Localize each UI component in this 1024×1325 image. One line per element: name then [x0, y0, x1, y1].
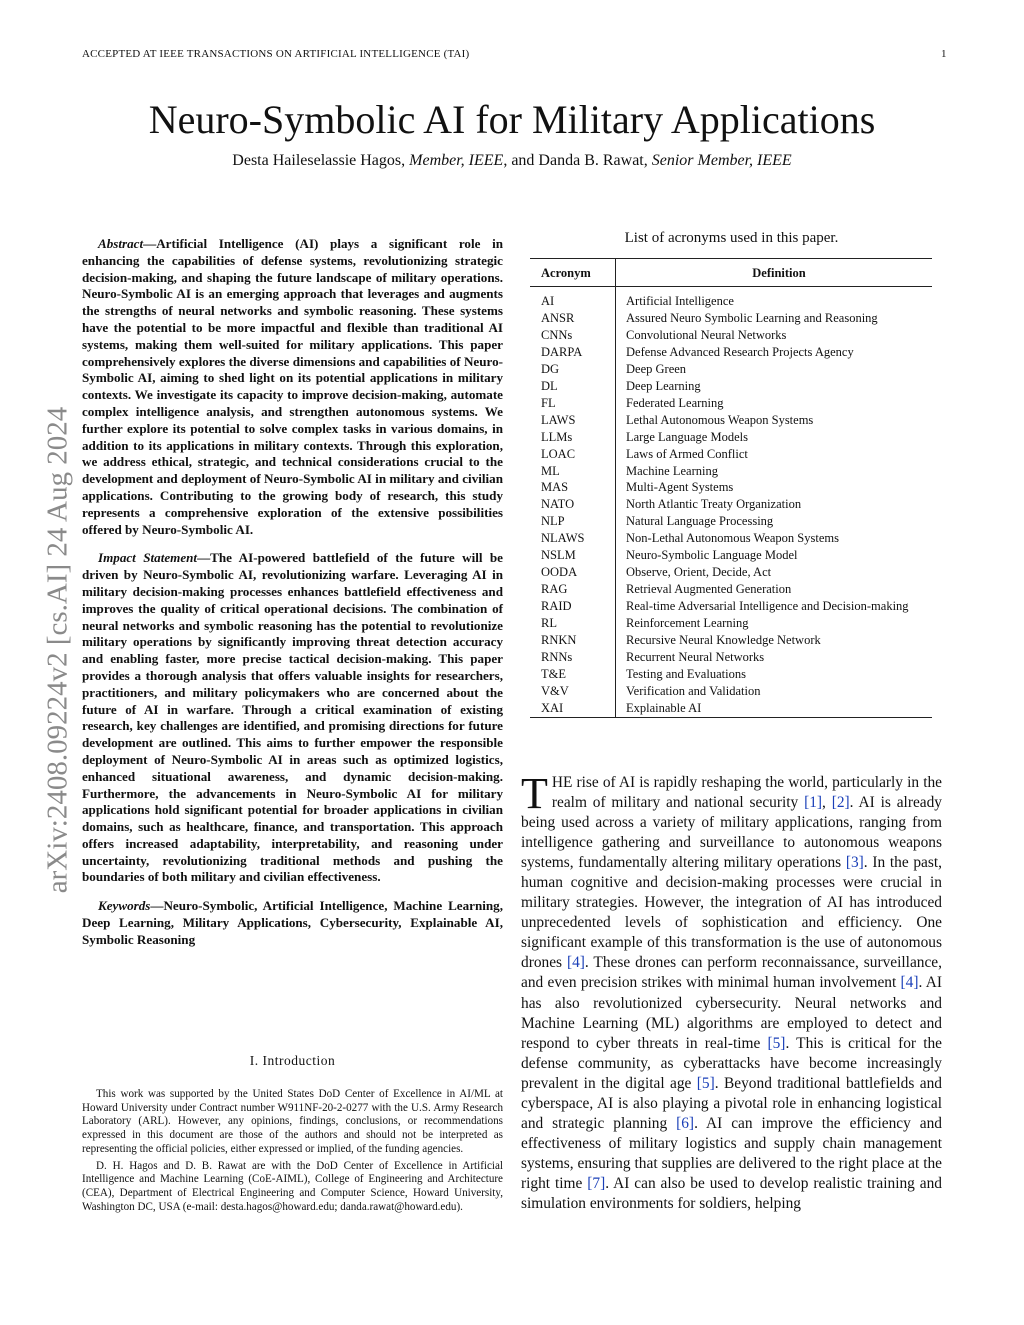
acronym-cell: LLMs	[530, 429, 616, 446]
definition-cell: Deep Green	[626, 361, 687, 376]
table-row	[530, 649, 932, 666]
definition-cell: Multi-Agent Systems	[626, 480, 734, 495]
acronym-cell: NATO	[530, 496, 616, 513]
definition-cell: Machine Learning	[626, 463, 718, 478]
acronym-cell: RNNs	[530, 649, 616, 666]
table-row	[530, 700, 932, 717]
definition-cell: Federated Learning	[626, 395, 724, 410]
definition-cell: Artificial Intelligence	[626, 294, 734, 308]
header-definition: Definition	[752, 266, 806, 280]
acronym-cell: DARPA	[530, 344, 616, 361]
citation-link[interactable]: [5]	[696, 1074, 715, 1092]
definition-cell: Testing and Evaluations	[626, 666, 746, 681]
table-row	[530, 530, 932, 547]
table-row	[530, 479, 932, 496]
impact-text: —The AI-powered battlefield of the future will be driven by Neuro-Symbolic AI, revolutionizing warfare. Leveraging AI in military decision-making processes enhances battlefield effectiveness and improves the quality of critical operational decisions. The combination of neural networks and symbolic reasoning has the potential to revolutionize military operations by significantly improving threat detection accuracy and enabling faster, more precise tactical decision-making. This paper provides a thorough analysis that offers valuable insights for researchers, practitioners, and military policymakers who are concerned about the future of AI in warfare. Through a critical examination of existing research, key challenges are identified, and promising directions for future development are outlined. This aims to further empower the responsible deployment of Neuro-Symbolic AI in areas such as optimized logistics, enhanced situational awareness, and dynamic decision-making. Furthermore, the advancements in Neuro-Symbolic AI for military applications hold significant potential for broader applications in civilian domains, such as healthcare, finance, and transportation. This approach offers increased adaptability, interpretability, and reasoning under uncertainty, revolutionizing traditional methods and pushing the boundaries of both military and civilian effectiveness.	[82, 550, 503, 885]
acronym-cell: NLAWS	[530, 530, 616, 547]
acronym-cell: LOAC	[530, 446, 616, 463]
keywords	[82, 898, 503, 948]
arxiv-sidebar	[14, 350, 74, 950]
abstract-text: —Artificial Intelligence (AI) plays a significant role in enhancing the capabilities of defense systems, revolutionizing strategic decision-making, and shaping the future landscape of military operations. Neuro-Symbolic AI is an emerging approach that leverages and augments the strengths of neural networks and symbolic reasoning. These systems have the potential to be more impactful and flexible than traditional AI systems, making them well-suited for military applications. This paper comprehensively explores the diverse dimensions and capabilities of Neuro-Symbolic AI, aiming to shed light on its potential applications in military contexts. We investigate its capacity to improve decision-making, automate complex intelligence analysis, and strengthen autonomous systems. We further explore its potential to solve complex tasks in various domains, in addition to its applications in military contexts. Through this exploration, we address ethical, strategic, and technical considerations crucial to the development and deployment of Neuro-Symbolic AI in military and civilian applications. Contributing to the growing body of research, this study represents a comprehensive exploration of the extensive possibilities offered by Neuro-Symbolic AI.	[82, 236, 503, 537]
acronym-table	[530, 258, 932, 718]
acronym-cell: MAS	[530, 479, 616, 496]
table-row	[530, 344, 932, 361]
table-row	[530, 429, 932, 446]
citation-link[interactable]: [3]	[845, 854, 864, 872]
table-row	[530, 361, 932, 378]
definition-cell: Recurrent Neural Networks	[626, 650, 765, 665]
section-heading: I. Introduction	[249, 1053, 336, 1068]
acronym-cell: FL	[530, 395, 616, 412]
footnote-funding: This work was supported by the United States DoD Center of Excellence in AI/ML at Howard University under Contract number W911NF-20-2-0277 with the U.S. Army Research Laboratory (ARL). However, any opinions, findings, conclusions, or recommendations expressed in this document are those of the authors and should not be interpreted as representing the official policies, either expressed or implied, of the funding agencies.	[82, 1088, 503, 1155]
footnote-affiliation: D. H. Hagos and D. B. Rawat are with the DoD Center of Excellence in Artificial Intelligence and Machine Learning (CoE-AIML), College of Engineering and Architecture (CEA), Department of Electrical Engineering and Computer Science, Howard University, Washington DC, USA (e-mail: desta.hagos@howard.edu; danda.rawat@howard.edu).	[82, 1159, 503, 1213]
acronym-cell: CNNs	[530, 327, 616, 344]
acronym-cell: AI	[530, 293, 616, 310]
author-2-role: Senior Member, IEEE	[651, 152, 792, 169]
author-1: Desta Haileselassie Hagos,	[232, 152, 406, 169]
table-row	[530, 412, 932, 429]
paper-title: Neuro-Symbolic AI for Military Applications	[148, 97, 876, 142]
definition-cell: Convolutional Neural Networks	[626, 327, 787, 342]
left-column	[82, 236, 503, 961]
table-row	[530, 581, 932, 598]
table-row	[530, 547, 932, 564]
table-row	[530, 564, 932, 581]
acronym-cell: T&E	[530, 666, 616, 683]
definition-cell: Verification and Validation	[626, 683, 761, 698]
abstract-label: Abstract	[98, 236, 144, 251]
table-row	[530, 513, 932, 530]
table-row	[530, 395, 932, 412]
running-header: ACCEPTED AT IEEE TRANSACTIONS ON ARTIFICIAL INTELLIGENCE (TAI)	[82, 48, 470, 60]
acronym-cell: RAG	[530, 581, 616, 598]
acronym-cell: OODA	[530, 564, 616, 581]
keywords-text: —Neuro-Symbolic, Artificial Intelligence, Machine Learning, Deep Learning, Military Applications, Cybersecurity, Explainable AI, Symbolic Reasoning	[82, 898, 503, 947]
impact-statement	[82, 550, 503, 886]
table-row	[530, 463, 932, 480]
table-row	[530, 666, 932, 683]
acronym-cell: XAI	[530, 700, 616, 717]
table-row	[530, 293, 932, 310]
acronym-cell: RL	[530, 615, 616, 632]
header-acronym: Acronym	[530, 259, 616, 287]
definition-cell: Large Language Models	[626, 429, 748, 444]
intro-text-segment: HE rise of AI is rapidly reshaping the world, particularly in the realm of military and national security	[551, 774, 942, 812]
definition-cell: Natural Language Processing	[626, 514, 774, 529]
acronym-cell: ANSR	[530, 310, 616, 327]
table-row	[530, 598, 932, 615]
definition-cell: North Atlantic Treaty Organization	[626, 497, 802, 512]
definition-cell: Recursive Neural Knowledge Network	[626, 633, 821, 648]
author-2: , and Danda B. Rawat,	[503, 152, 648, 169]
abstract	[82, 236, 503, 538]
citation-link[interactable]: [6]	[676, 1114, 695, 1132]
definition-cell: Observe, Orient, Decide, Act	[626, 565, 772, 580]
table-row	[530, 496, 932, 513]
intro-text-segment: . AI is already being used across a variety of military applications, ranging from intelligence gathering and surveillance to autonomous weapons systems, fundamentally altering military operations	[521, 794, 942, 872]
citation-link[interactable]: [1]	[804, 794, 823, 812]
authors-line	[0, 152, 1024, 170]
acronym-cell: NSLM	[530, 547, 616, 564]
table-row	[530, 327, 932, 344]
page-number: 1	[941, 48, 947, 60]
intro-text-segment: . This is critical for the defense community, as cyberattacks have become increasingly prevalent in the digital age	[521, 1034, 942, 1092]
citation-link[interactable]: [5]	[767, 1034, 786, 1052]
table-row	[530, 446, 932, 463]
citation-link[interactable]: [4]	[900, 974, 919, 992]
impact-label: Impact Statement	[98, 550, 198, 566]
intro-text-segment: . AI can improve the efficiency and effectiveness of military logistics and supply chain management systems, ensuring that supplies are delivered to the right place at the right time	[521, 1114, 942, 1192]
acronym-cell: RAID	[530, 598, 616, 615]
footnotes	[82, 1088, 503, 1217]
definition-cell: Real-time Adversarial Intelligence and Decision-making	[626, 599, 909, 614]
author-1-role: Member, IEEE	[409, 152, 504, 169]
table-caption: List of acronyms used in this paper.	[624, 230, 839, 246]
arxiv-id: arXiv:2408.09224v2 [cs.AI] 24 Aug 2024	[41, 406, 74, 894]
definition-cell: Deep Learning	[626, 378, 701, 393]
acronym-cell: V&V	[530, 683, 616, 700]
acronym-cell: DL	[530, 378, 616, 395]
definition-cell: Explainable AI	[626, 700, 702, 715]
acronym-cell: LAWS	[530, 412, 616, 429]
intro-text-segment: . AI has also revolutionized cybersecurity. Neural networks and Machine Learning (ML) algorithms are employed to detect and respond to cyber threats in real-time	[521, 974, 942, 1052]
drop-cap: T	[521, 769, 548, 818]
table-row	[530, 378, 932, 395]
table-row	[530, 683, 932, 700]
definition-cell: Lethal Autonomous Weapon Systems	[626, 412, 814, 427]
definition-cell: Retrieval Augmented Generation	[626, 582, 792, 597]
citation-link[interactable]: [7]	[587, 1174, 606, 1192]
intro-body	[521, 769, 942, 1214]
intro-text-segment: . These drones can perform reconnaissance, surveillance, and even precision strikes with minimal human involvement	[521, 954, 942, 992]
definition-cell: Reinforcement Learning	[626, 616, 749, 631]
acronym-cell: ML	[530, 463, 616, 480]
intro-paragraph	[521, 769, 942, 1212]
keywords-label: Keywords	[98, 898, 151, 914]
definition-cell: Assured Neuro Symbolic Learning and Reasoning	[626, 310, 878, 325]
definition-cell: Laws of Armed Conflict	[626, 446, 748, 461]
definition-cell: Non-Lethal Autonomous Weapon Systems	[626, 531, 839, 546]
definition-cell: Neuro-Symbolic Language Model	[626, 548, 798, 563]
acronym-cell: NLP	[530, 513, 616, 530]
intro-text-segment: ,	[822, 794, 832, 812]
intro-text-segment: . Beyond traditional battlefields and cyberspace, AI is also playing a pivotal role in enhancing logistical and strategic planning	[521, 1074, 942, 1132]
table-row	[530, 310, 932, 327]
definition-cell: Defense Advanced Research Projects Agency	[626, 344, 854, 359]
acronym-cell: DG	[530, 361, 616, 378]
table-row	[530, 632, 932, 649]
intro-text-segment: . AI can also be used to develop realistic training and simulation environments for soldiers, helping	[521, 1174, 942, 1212]
citation-link[interactable]: [2]	[831, 794, 850, 812]
table-row	[530, 615, 932, 632]
acronym-cell: RNKN	[530, 632, 616, 649]
citation-link[interactable]: [4]	[566, 954, 585, 972]
intro-text-segment: . In the past, human cognitive and decision-making processes were crucial in military strategies. However, the integration of AI has introduced unprecedented levels of sophistication and efficiency. One significant example of this transformation is the use of autonomous drones	[521, 854, 942, 972]
